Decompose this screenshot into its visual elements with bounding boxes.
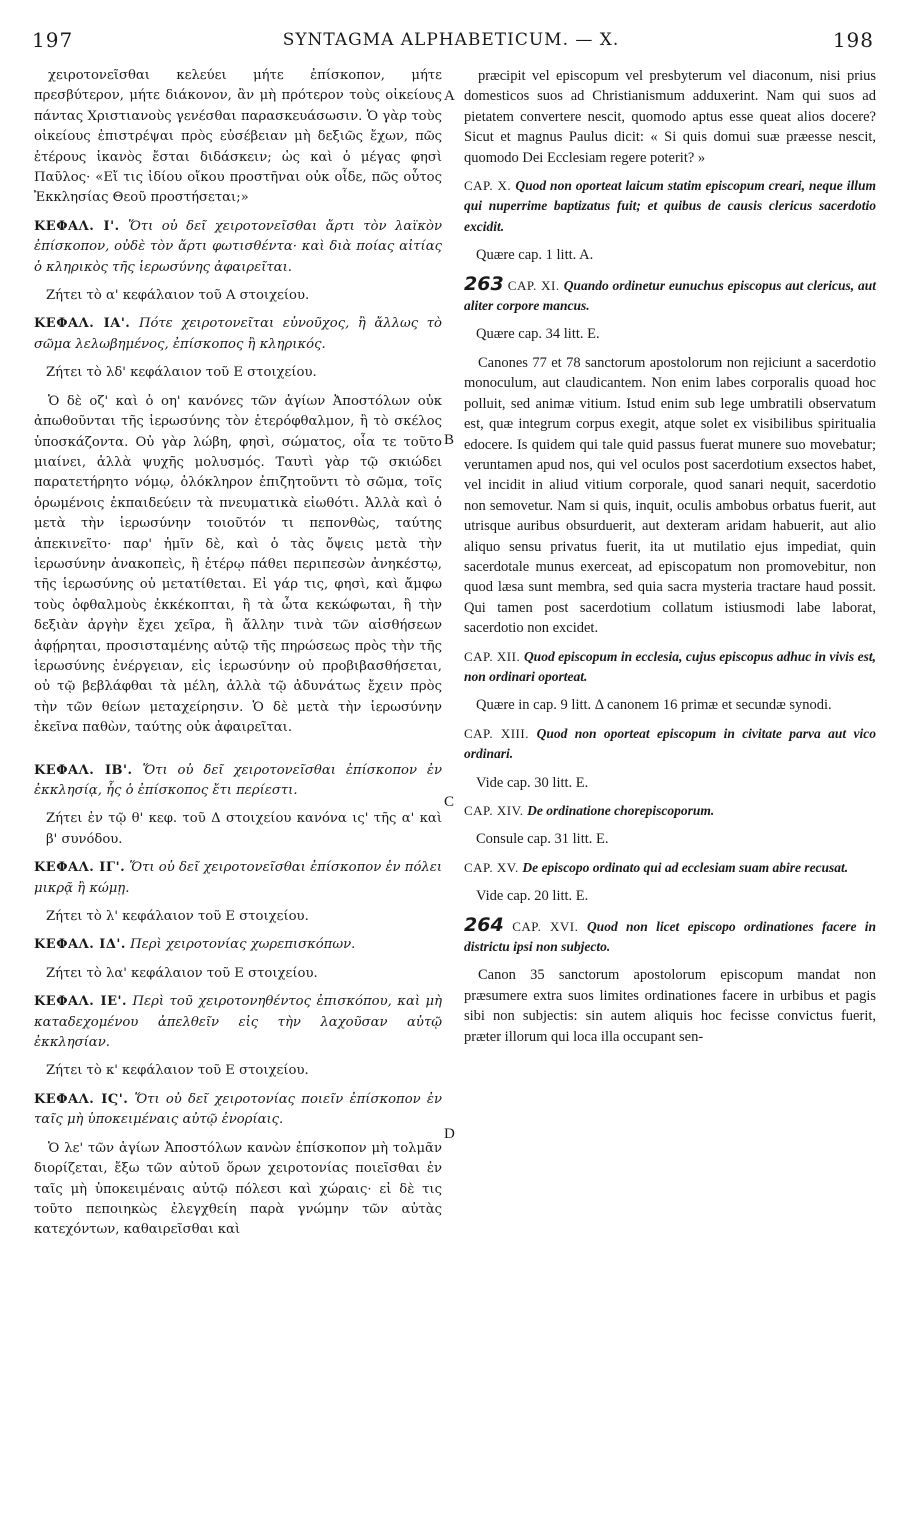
- body-paragraph: χειροτονεῖσθαι κελεύει μήτε ἐπίσκοπον, μήτε πρεσβύτερον, μήτε διάκονον, ἂν μὴ πρότερον τοὺς οἰκείους πάντας Χριστιανοὺς γενέσθαι παρασκευάσωσιν. Ὁ γὰρ τοὺς οἰκείους ἐπιστρέψαι πρὸς εὐσέβειαν μὴ δεξιῶς ἔχων, πῶς ἑτέρους ἱκανὸς ἔσται διδάσκειν; ὡς καὶ ὁ μέγας φησὶ Παῦλος· «Εἴ τις ἰδίου οἴκου προστῆναι οὐκ οἶδε, πῶς οὗτος Ἐκκλησίας Θεοῦ προστήσεται;»: [34, 68, 442, 206]
- chapter-title: Quod episcopum in ecclesia, cujus episcopus adhuc in vivis est, non ordinari oporteat.: [464, 648, 876, 684]
- cross-reference: Vide cap. 30 litt. E.: [476, 774, 589, 791]
- cross-reference: Ζήτει τὸ λ' κεφάλαιον τοῦ Ε στοιχείου.: [46, 909, 309, 925]
- chapter-title: Ὅτι οὐ δεῖ χειροτονεῖσθαι ἄρτι τὸν λαϊκὸν ἐπίσκοπον, οὐδὲ τὸν ἄρτι φωτισθέντα· καὶ διὰ ποίας αἰτίας ὁ κληρικὸς τῆς ἱερωσύνης ἀφαιρεῖται.: [34, 218, 442, 275]
- chapter-heading: [464, 724, 876, 765]
- chapter-heading: [464, 858, 876, 878]
- two-column-body: [20, 66, 882, 1536]
- chapter-label: CAP. XVI.: [512, 918, 579, 934]
- chapter-heading: [464, 915, 876, 958]
- chapter-label: CAP. XIV.: [464, 803, 524, 818]
- chapter-heading: [464, 647, 876, 688]
- cross-reference: Vide cap. 20 litt. E.: [476, 888, 589, 905]
- margin-marker-d: D: [444, 1126, 455, 1142]
- cross-reference: Consule cap. 31 litt. E.: [476, 831, 609, 848]
- chapter-label: ΚΕΦΑΛ. ΙΒ'.: [34, 762, 133, 778]
- cross-reference: Ζήτει τὸ α' κεφάλαιον τοῦ Α στοιχείου.: [46, 288, 310, 304]
- chapter-title: Πότε χειροτονεῖται εὐνοῦχος, ἢ ἄλλως τὸ σῶμα λελωβημένος, ἐπίσκοπος ἢ κληρικός.: [34, 316, 442, 352]
- greek-column: [34, 66, 442, 1249]
- chapter-heading: [34, 935, 442, 955]
- cross-reference: Quære in cap. 9 litt. Δ canonem 16 primæ et secundæ synodi.: [476, 697, 832, 714]
- chapter-title: Ὅτι οὐ δεῖ χειροτονεῖσθαι ἐπίσκοπον ἐν ἐκκλησίᾳ, ἧς ὁ ἐπίσκοπος ἔτι περίεστι.: [34, 762, 442, 798]
- chapter-label: CAP. XV.: [464, 859, 519, 875]
- spacer: [34, 747, 442, 761]
- column-number: 263: [464, 272, 504, 295]
- chapter-heading: [464, 274, 876, 317]
- chapter-title: Quando ordinetur eunuchus episcopus aut clericus, aut aliter corpore mancus.: [464, 277, 876, 314]
- latin-column: [464, 66, 876, 1055]
- chapter-title: Quod non licet episcopo ordinationes facere in districtu ipsi non subjecto.: [464, 918, 877, 955]
- chapter-label: CAP. X.: [464, 178, 512, 194]
- cross-reference: Ζήτει τὸ λδ' κεφάλαιον τοῦ Ε στοιχείου.: [46, 365, 317, 381]
- chapter-label: ΚΕΦΑΛ. ΙΔ'.: [34, 937, 126, 953]
- running-header: [20, 22, 882, 56]
- body-paragraph: Canon 35 sanctorum apostolorum episcopum mandat non præsumere extra suos limites ordinationes facere in urbibus et pagis sibi non subjectis: sin autem aliquis hoc fecisse convictus fuerit, præter illorum qui loca illa occupant sen-: [464, 967, 876, 1045]
- chapter-title: Quod non oporteat laicum statim episcopum creari, neque illum qui nuperrime baptizatus fuit; et quibus de causis clericus sacerdotio excidit.: [464, 178, 877, 234]
- chapter-label: ΚΕΦΑΛ. Ι'.: [34, 218, 120, 234]
- chapter-title: De ordinatione chorepiscoporum.: [527, 803, 715, 818]
- chapter-heading: [34, 217, 442, 278]
- chapter-heading: [34, 1090, 442, 1131]
- cross-reference: Ζήτει τὸ κ' κεφάλαιον τοῦ Ε στοιχείου.: [46, 1063, 309, 1079]
- chapter-title: Περὶ τοῦ χειροτονηθέντος ἐπισκόπου, καὶ μὴ καταδεχομένου ἀπελθεῖν εἰς τὴν λαχοῦσαν αὐτῷ ἐκκλησίαν.: [34, 994, 442, 1051]
- chapter-heading: [34, 761, 442, 802]
- body-paragraph: Ὁ λε' τῶν ἁγίων Ἀποστόλων κανὼν ἐπίσκοπον μὴ τολμᾶν διορίζεται, ἔξω τῶν αὐτοῦ ὅρων χειροτονίας ποιεῖσθαι ἐν ταῖς μὴ ὑποκειμέναις αὐτῷ πόλεσι καὶ χώραις· εἰ δὲ τις τοῦτο πεποιηκὼς ἐλεγχθείη παρὰ γνώμην τῶν αὐτὰς κατεχόντων, καθαιρεῖσθαι καὶ: [34, 1140, 442, 1238]
- chapter-label: CAP. XI.: [507, 277, 560, 293]
- chapter-label: ΚΕΦΑΛ. ΙΑ'.: [34, 316, 131, 332]
- chapter-title: Quod non oporteat episcopum in civitate parva aut vico ordinari.: [464, 725, 877, 762]
- page: [20, 22, 882, 1238]
- chapter-label: ΚΕΦΑΛ. ΙϚ'.: [34, 1091, 129, 1107]
- chapter-heading: [34, 314, 442, 355]
- margin-marker-a: A: [444, 88, 455, 104]
- page-number-left: 197: [32, 28, 74, 52]
- page-number-right: 198: [832, 28, 874, 52]
- body-paragraph: præcipit vel episcopum vel presbyterum vel diaconum, nisi prius domesticos suos ad Christianismum adduxerint. Nam qui suos ad pietatem convertere nescit, quomodo aptus esse queat alios docere? Sicut et magnus Paulus dicit: « Si quis domui suæ præesse nescit, quomodo Dei Ecclesiam regere poterit? »: [464, 68, 876, 166]
- chapter-title: De episcopo ordinato qui ad ecclesiam suam abire recusat.: [522, 859, 849, 875]
- column-number: 264: [464, 913, 504, 936]
- margin-marker-c: C: [444, 794, 455, 810]
- body-paragraph: Ὁ δὲ οζ' καὶ ὁ οη' κανόνες τῶν ἁγίων Ἀποστόλων οὐκ ἀπωθοῦνται τῆς ἱερωσύνης τὸν ἑτερόφθαλμον, ἢ τὸ σκέλος ὑποσκάζοντα. Οὐ γὰρ λώβη, φησὶ, σώματος, οἷα τε τοῦτο μιαίνει, ἀλλὰ ψυχῆς μολυσμός. Ταυτὶ γὰρ τῷ σκιώδει παρατετήρητο νόμῳ, ὁλόκληρον ἐπιζητοῦντι τὸ σῶμα, τοῖς ὁρωμένοις ἐκπαιδεύειν τὰ πνευματικὰ εἰωθότι. Ἀλλὰ καὶ ὁ μετὰ τὴν ἱερωσύνην τοιοῦτόν τι πεπονθὼς, ταύτης ἀπεκινεῖτο· παρ' ἡμῖν δὲ, καὶ ὁ τὰς ὄψεις μετὰ τὴν ἱερωσύνην ἀνακοπεὶς, ἢ ἑτέρῳ πάθει περιπεσὼν ἀνηκέστῳ, τῆς ἱερωσύνης οὐ μετατίθεται. Εἰ γάρ τις, φησὶ, καὶ ἄμφω τοὺς ὀφθαλμοὺς ἐκκέκοπται, ἢ τὰ ὦτα κεκώφωται, ἢ τὴν δεξιὰν ἀργὴν ἔχει χεῖρα, ἢ ἄλλην τινὰ τῶν αἰσθήσεων ἀφῄρηται, προσισταμένης αὐτῷ τῆς πηρώσεως πρὸς τὴν τῆς ἱερωσύνης ἐνέργειαν, εἰς ἱερωσύνην οὐ προβιβασθήσεται, οὐ τῷ βεβλάφθαι τὰ μέλη, ἀλλὰ τῷ ἀδυνάτως ἔχειν πρὸς τὴν τῶν θείων μεταχείρησιν. Ὁ δὲ μετὰ τὴν ἱερωσύνην ἐκεῖνα παθὼν, ταύτης οὐκ ἀφαιρεῖται.: [34, 393, 442, 736]
- cross-reference: Ζήτει τὸ λα' κεφάλαιον τοῦ Ε στοιχείου.: [46, 965, 318, 981]
- chapter-heading: [464, 176, 876, 237]
- chapter-heading: [34, 858, 442, 899]
- chapter-title: Ὅτι οὐ δεῖ χειροτονίας ποιεῖν ἐπίσκοπον ἐν ταῖς μὴ ὑποκειμέναις αὐτῷ ἐνορίαις.: [34, 1091, 442, 1128]
- chapter-label: CAP. XII.: [464, 648, 521, 664]
- cross-reference: Quære cap. 1 litt. A.: [476, 247, 594, 264]
- chapter-title: Περὶ χειροτονίας χωρεπισκόπων.: [130, 937, 356, 953]
- running-title: SYNTAGMA ALPHABETICUM. — X.: [282, 30, 620, 50]
- cross-reference: Quære cap. 34 litt. E.: [476, 326, 600, 343]
- margin-marker-b: B: [444, 432, 455, 448]
- body-paragraph: Canones 77 et 78 sanctorum apostolorum non rejiciunt a sacerdotio monoculum, aut claudicantem. Non enim labes corporalis quoad hoc polluit, sed animæ vitium. Istud enim sub lege umbratili observatum est, quæ integrum corpus exegit, atque solet ex visibilibus spiritualia edocere. Is quidem qui tale quid passus fuerat munere suo movebatur; veruntamen apud nos, qui vel oculos post sacerdotium exsectos habet, vel incidit in aliud vitium corporale, quod sanari nequit, sacerdotio non semovetur. Nam si quis, inquit, oculis ambobus orbatus fuerit, aut utrisque auribus obsurduerit, aut dexteram aridam habuerit, aut alio aliquo sensu privatus fuerit, ita ut mutilatio ejus impediat, quin sacerdotale munus exerceat, ad episcopatum non promovebitur, non quod læsa sunt membra, sed quia sacra mysteria tractare haud possit. Qui tamen post sacerdotium collatum istiusmodi labe laborat, sacerdotio non excidet.: [464, 354, 876, 637]
- chapter-heading: [464, 801, 876, 821]
- chapter-heading: [34, 992, 442, 1053]
- chapter-label: CAP. XIII.: [464, 725, 529, 741]
- chapter-title: Ὅτι οὐ δεῖ χειροτονεῖσθαι ἐπίσκοπον ἐν πόλει μικρᾷ ἢ κώμῃ.: [34, 860, 442, 896]
- chapter-label: ΚΕΦΑΛ. ΙΓ'.: [34, 860, 126, 876]
- cross-reference: Ζήτει ἐν τῷ θ' κεφ. τοῦ Δ στοιχείου κανόνα ις' τῆς α' καὶ β' συνόδου.: [46, 811, 442, 847]
- chapter-label: ΚΕΦΑΛ. ΙΕ'.: [34, 994, 128, 1010]
